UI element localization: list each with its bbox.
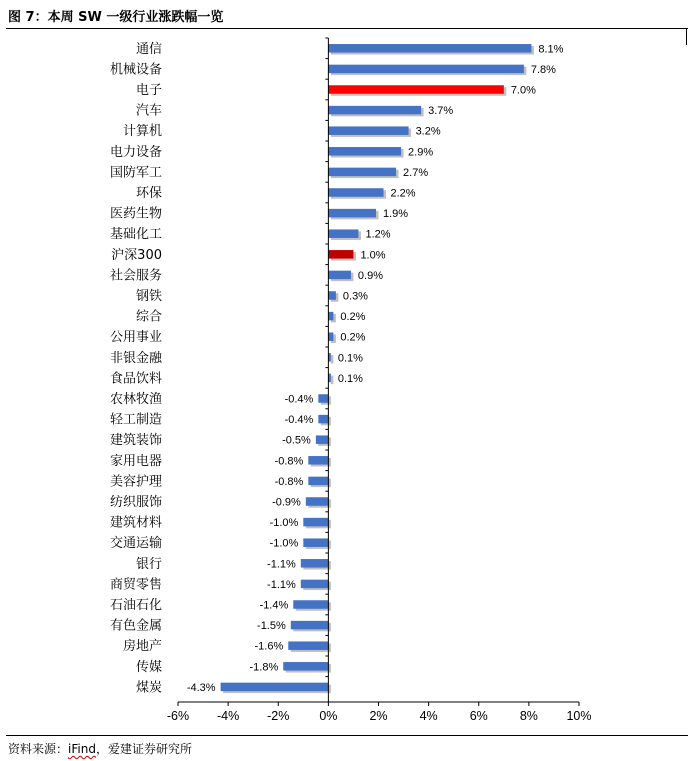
value-label: 1.2%: [365, 228, 391, 241]
category-label: 非银金融: [109, 350, 162, 366]
category-label: 环保: [135, 186, 162, 201]
bar-24: [303, 538, 328, 547]
value-label: -0.4%: [284, 393, 314, 406]
source-rule: [6, 735, 688, 736]
value-label: -1.1%: [267, 578, 296, 591]
category-label: 国防军工: [109, 165, 162, 181]
category-label: 计算机: [122, 124, 162, 140]
category-label: 石油石化: [109, 598, 162, 613]
value-label: 2.2%: [390, 187, 416, 200]
x-tick-label: 4%: [419, 709, 438, 723]
value-label: 1.9%: [382, 208, 409, 221]
bar-4: [328, 126, 408, 135]
category-label: 医药生物: [109, 206, 162, 222]
bar-25: [301, 559, 329, 568]
x-tick-label: -6%: [166, 709, 190, 723]
x-tick-label: 0%: [319, 709, 338, 723]
bar-10: [328, 250, 353, 258]
bar-21: [308, 477, 328, 486]
bar-7: [328, 188, 383, 197]
value-label: -1.8%: [249, 661, 279, 674]
category-label: 交通运输: [109, 536, 162, 552]
bar-23: [303, 518, 328, 527]
bar-30: [283, 662, 328, 671]
category-label: 社会服务: [109, 268, 162, 284]
bar-5: [328, 147, 401, 156]
bar-1: [328, 65, 523, 74]
bar-20: [308, 456, 328, 465]
category-label: 农林牧渔: [109, 392, 162, 407]
bar-13: [328, 312, 333, 321]
bar-26: [301, 580, 329, 589]
bar-12: [328, 291, 336, 300]
bar-2: [328, 85, 503, 94]
value-label: -1.1%: [267, 558, 296, 571]
category-label: 电力设备: [109, 144, 162, 160]
category-label: 建筑装饰: [109, 433, 162, 449]
value-label: 0.3%: [342, 290, 368, 303]
category-label: 汽车: [135, 103, 162, 119]
bar-18: [318, 415, 328, 424]
value-label: -4.3%: [186, 681, 216, 694]
category-label: 商贸零售: [109, 577, 162, 593]
category-label: 传媒: [135, 659, 162, 675]
category-label: 美容护理: [109, 474, 162, 490]
value-label: 0.2%: [340, 331, 366, 344]
value-label: -1.0%: [269, 517, 299, 530]
value-label: -0.8%: [274, 455, 304, 468]
category-label: 公用事业: [109, 330, 162, 346]
category-label: 有色金属: [109, 618, 162, 634]
value-label: -0.8%: [274, 475, 304, 488]
bar-shadow: [331, 355, 334, 364]
bar-31: [221, 683, 329, 692]
x-tick-label: 8%: [519, 709, 538, 723]
x-tick-label: 10%: [566, 709, 592, 723]
bar-22: [306, 497, 329, 506]
x-tick-label: -4%: [217, 709, 240, 723]
bar-17: [318, 394, 328, 403]
category-label: 食品饮料: [109, 371, 162, 387]
bar-14: [328, 332, 333, 341]
category-label: 银行: [135, 556, 162, 572]
category-label: 房地产: [122, 639, 162, 655]
bar-11: [328, 271, 351, 280]
x-tick-label: 2%: [369, 709, 388, 723]
source-name: iFind: [68, 742, 96, 756]
x-tick-label: -2%: [267, 709, 290, 723]
source-prefix: 资料来源：: [8, 742, 69, 756]
bar-29: [288, 641, 328, 650]
category-label: 机械设备: [109, 62, 162, 78]
value-label: 1.0%: [360, 249, 386, 262]
labels-layer: [110, 41, 592, 723]
value-label: 3.7%: [428, 105, 454, 118]
bar-3: [328, 106, 421, 115]
source-note: [8, 740, 192, 757]
category-label: 电子: [135, 83, 162, 98]
category-label: 综合: [135, 309, 162, 325]
value-label: 0.9%: [357, 269, 384, 282]
value-label: 0.1%: [337, 372, 363, 385]
figure-title: 图 7：本周 SW 一级行业涨跌幅一览: [8, 10, 224, 25]
category-label: 基础化工: [109, 227, 162, 243]
value-label: -0.9%: [272, 496, 301, 509]
category-label: 沪深300: [111, 247, 162, 263]
value-label: 3.2%: [415, 125, 441, 138]
value-label: 7.0%: [510, 84, 536, 97]
source-suffix: ，爱建证券研究所: [95, 742, 192, 756]
category-label: 钢铁: [135, 289, 162, 304]
bar-27: [293, 600, 328, 609]
value-label: -1.4%: [259, 599, 289, 612]
value-label: -1.0%: [269, 537, 299, 550]
bar-9: [328, 229, 358, 238]
axis-layer: [178, 38, 579, 706]
category-label: 通信: [135, 41, 162, 57]
bar-0: [328, 44, 531, 53]
value-label: -1.6%: [254, 640, 284, 653]
value-label: 2.9%: [408, 146, 434, 159]
bar-19: [316, 435, 329, 444]
category-label: 纺织服饰: [109, 495, 162, 510]
bar-28: [291, 621, 329, 630]
value-label: -1.5%: [257, 620, 286, 633]
value-label: 0.2%: [340, 311, 366, 324]
category-label: 煤炭: [135, 680, 162, 696]
value-label: 2.7%: [403, 166, 429, 179]
category-label: 轻工制造: [109, 412, 162, 428]
bar-shadow: [331, 376, 334, 385]
bar-6: [328, 168, 396, 177]
category-label: 家用电器: [109, 453, 162, 469]
value-label: 8.1%: [538, 43, 564, 56]
bars-layer: [221, 44, 534, 693]
bar-8: [328, 209, 376, 218]
value-label: 0.1%: [337, 352, 363, 365]
category-label: 建筑材料: [109, 515, 162, 531]
x-tick-label: 6%: [469, 709, 488, 723]
value-label: 7.8%: [530, 63, 556, 76]
value-label: -0.4%: [284, 414, 314, 427]
value-label: -0.5%: [282, 434, 311, 447]
